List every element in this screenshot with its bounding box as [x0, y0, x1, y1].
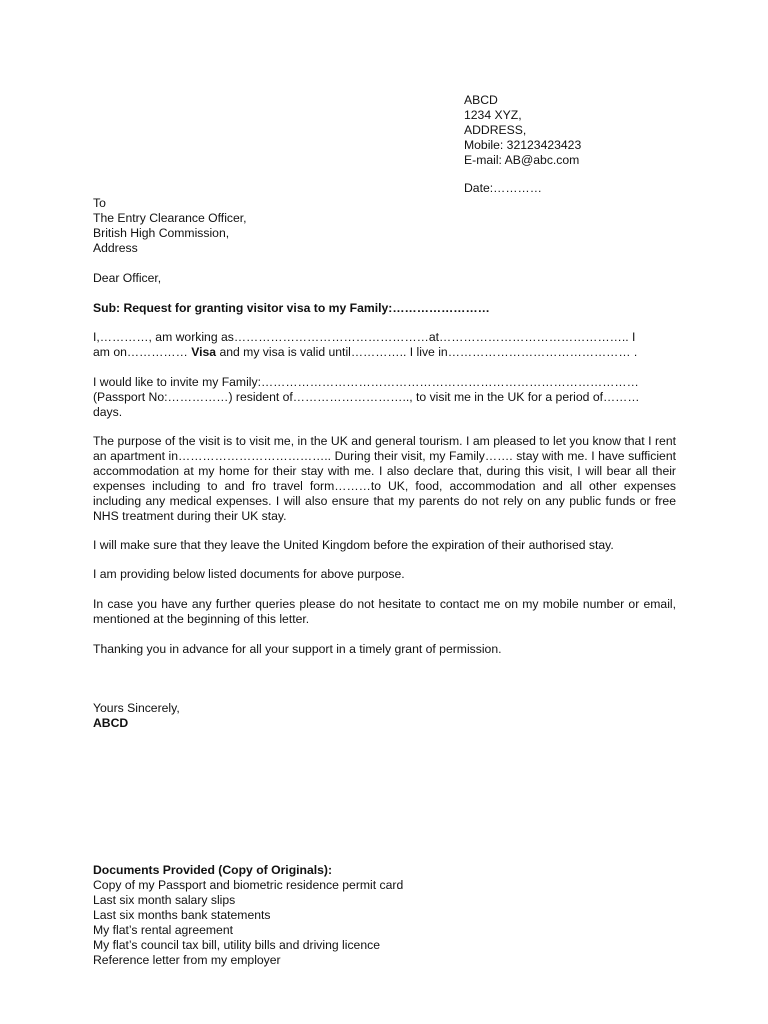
invitation-line-3: days.	[93, 405, 123, 419]
recipient-address: Address	[93, 241, 138, 255]
recipient-officer: The Entry Clearance Officer,	[93, 211, 247, 225]
live-in: . I live in……………………………………… .	[403, 345, 638, 359]
paragraph-departure: I will make sure that they leave the United Kingdom before the expiration of their authorised stay.	[93, 538, 614, 552]
sender-name: ABCD	[464, 93, 498, 107]
letter-date: Date:…………	[464, 181, 542, 195]
signatory-name: ABCD	[93, 716, 129, 730]
sign-off: Yours Sincerely,	[93, 701, 180, 715]
paragraph-invitation	[93, 375, 676, 420]
subject-line: Sub: Request for granting visitor visa to my Family:……………………	[93, 301, 490, 315]
salutation: Dear Officer,	[93, 271, 162, 285]
invitation-line-2: (Passport No:……………) resident of……………………….., to visit me in the UK for a period of………	[93, 390, 640, 404]
document-item: My flat’s rental agreement	[93, 923, 233, 937]
document-item: Last six month salary slips	[93, 893, 236, 907]
visa-valid-until: and my visa is valid until………….	[219, 345, 403, 359]
document-item: Copy of my Passport and biometric residence permit card	[93, 878, 404, 892]
recipient-commission: British High Commission,	[93, 226, 230, 240]
paragraph-employment	[93, 330, 676, 360]
document-item: My flat’s council tax bill, utility bills and driving licence	[93, 938, 380, 952]
documents-list	[93, 863, 493, 968]
paragraph-documents-intro: I am providing below listed documents for above purpose.	[93, 567, 405, 581]
sender-street: 1234 XYZ,	[464, 108, 522, 122]
sender-email: E-mail: AB@abc.com	[464, 153, 580, 167]
employment-line-1: I,…………, am working as…………………………………………at……………………………………….. I	[93, 330, 636, 344]
visa-word: Visa	[191, 345, 217, 359]
paragraph-thanks: Thanking you in advance for all your support in a timely grant of permission.	[93, 642, 502, 656]
paragraph-purpose: The purpose of the visit is to visit me, in the UK and general tourism. I am pleased to let you know that I rent an apartment in……………………………….. During their visit, my Family……. stay with me. I have sufficient accommodation at my home for their stay with me. I also declare that, during this visit, I will bear all their expenses including to and fro travel form………to UK, food, accommodation and all other expenses including any medical expenses. I will also ensure that my parents do not rely on any public funds or free NHS treatment during their UK stay.	[93, 434, 676, 523]
visa-prefix: am on……………	[93, 345, 188, 359]
documents-heading: Documents Provided (Copy of Originals):	[93, 863, 333, 877]
document-item: Last six months bank statements	[93, 908, 271, 922]
employment-line-2	[93, 345, 676, 360]
document-item: Reference letter from my employer	[93, 953, 281, 967]
recipient-address-block	[93, 196, 393, 256]
invitation-line-1: I would like to invite my Family:…………………………………………………………………………………	[93, 375, 639, 389]
closing-block	[93, 701, 180, 731]
sender-address: ADDRESS,	[464, 123, 527, 137]
sender-mobile: Mobile: 32123423423	[464, 138, 582, 152]
recipient-to: To	[93, 196, 106, 210]
paragraph-queries: In case you have any further queries please do not hesitate to contact me on my mobile number or email, mentioned at the beginning of this letter.	[93, 597, 676, 626]
sender-address-block	[464, 93, 704, 168]
